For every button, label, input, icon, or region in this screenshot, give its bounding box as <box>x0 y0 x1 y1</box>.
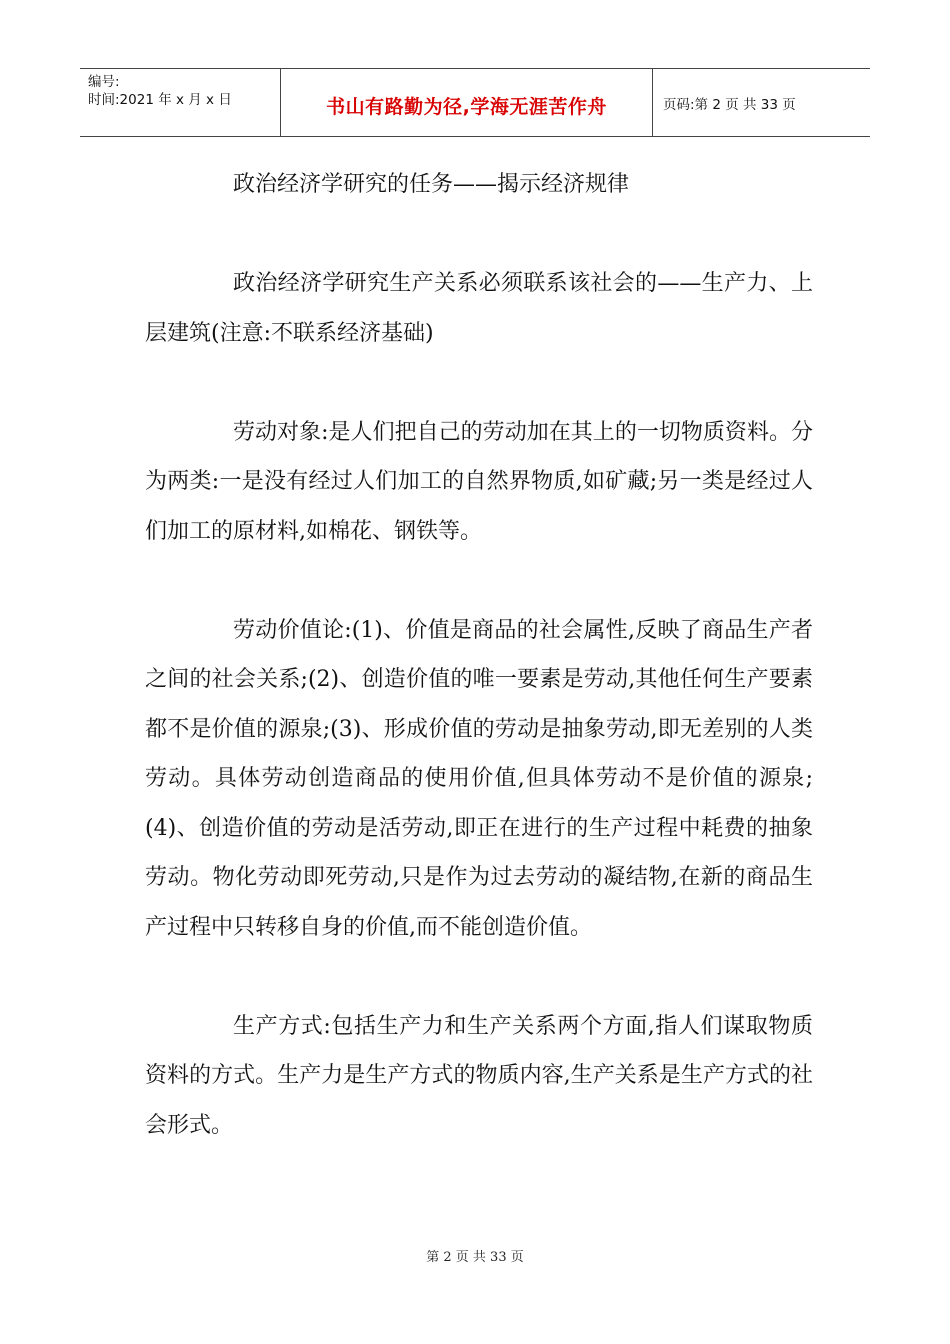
header-page-info: 页码:第 2 页 共 33 页 <box>663 96 796 113</box>
footer-page-number: 第 2 页 共 33 页 <box>426 1250 524 1265</box>
document-body <box>145 160 813 1200</box>
header-meta <box>80 69 281 136</box>
paragraph-labor-object: 劳动对象:是人们把自己的劳动加在其上的一切物质资料。分为两类:一是没有经过人们加工的自然界物质,如矿藏;另一类是经过人们加工的原材料,如棉花、钢铁等。 <box>145 419 813 544</box>
header-page-info-cell <box>653 69 870 136</box>
date-label: 时间:2021 年 x 月 x 日 <box>88 92 232 108</box>
header-motto-cell <box>281 69 653 136</box>
paragraph-labor-theory-of-value: 劳动价值论:(1)、价值是商品的社会属性,反映了商品生产者之间的社会关系;(2)、创造价值的唯一要素是劳动,其他任何生产要素都不是价值的源泉;(3)、形成价值的劳动是抽象劳动,即无差别的人类劳动。具体劳动创造商品的使用价值,但具体劳动不是价值的源泉;(4)、创造价值的劳动是活劳动,即正在进行的生产过程中耗费的抽象劳动。物化劳动即死劳动,只是作为过去劳动的凝结物,在新的商品生产过程中只转移自身的价值,而不能创造价值。 <box>145 617 813 940</box>
paragraph-production-relations: 政治经济学研究生产关系必须联系该社会的——生产力、上层建筑(注意:不联系经济基础) <box>145 271 813 346</box>
document-title: 政治经济学研究的任务——揭示经济规律 <box>233 172 630 197</box>
header-motto: 书山有路勤为径,学海无涯苦作舟 <box>326 96 607 118</box>
paragraph-mode-of-production: 生产方式:包括生产力和生产关系两个方面,指人们谋取物质资料的方式。生产力是生产方式的物质内容,生产关系是生产方式的社会形式。 <box>145 1013 813 1138</box>
serial-number-label: 编号: <box>88 74 120 90</box>
page-footer <box>0 1246 950 1265</box>
page-header <box>80 68 870 137</box>
